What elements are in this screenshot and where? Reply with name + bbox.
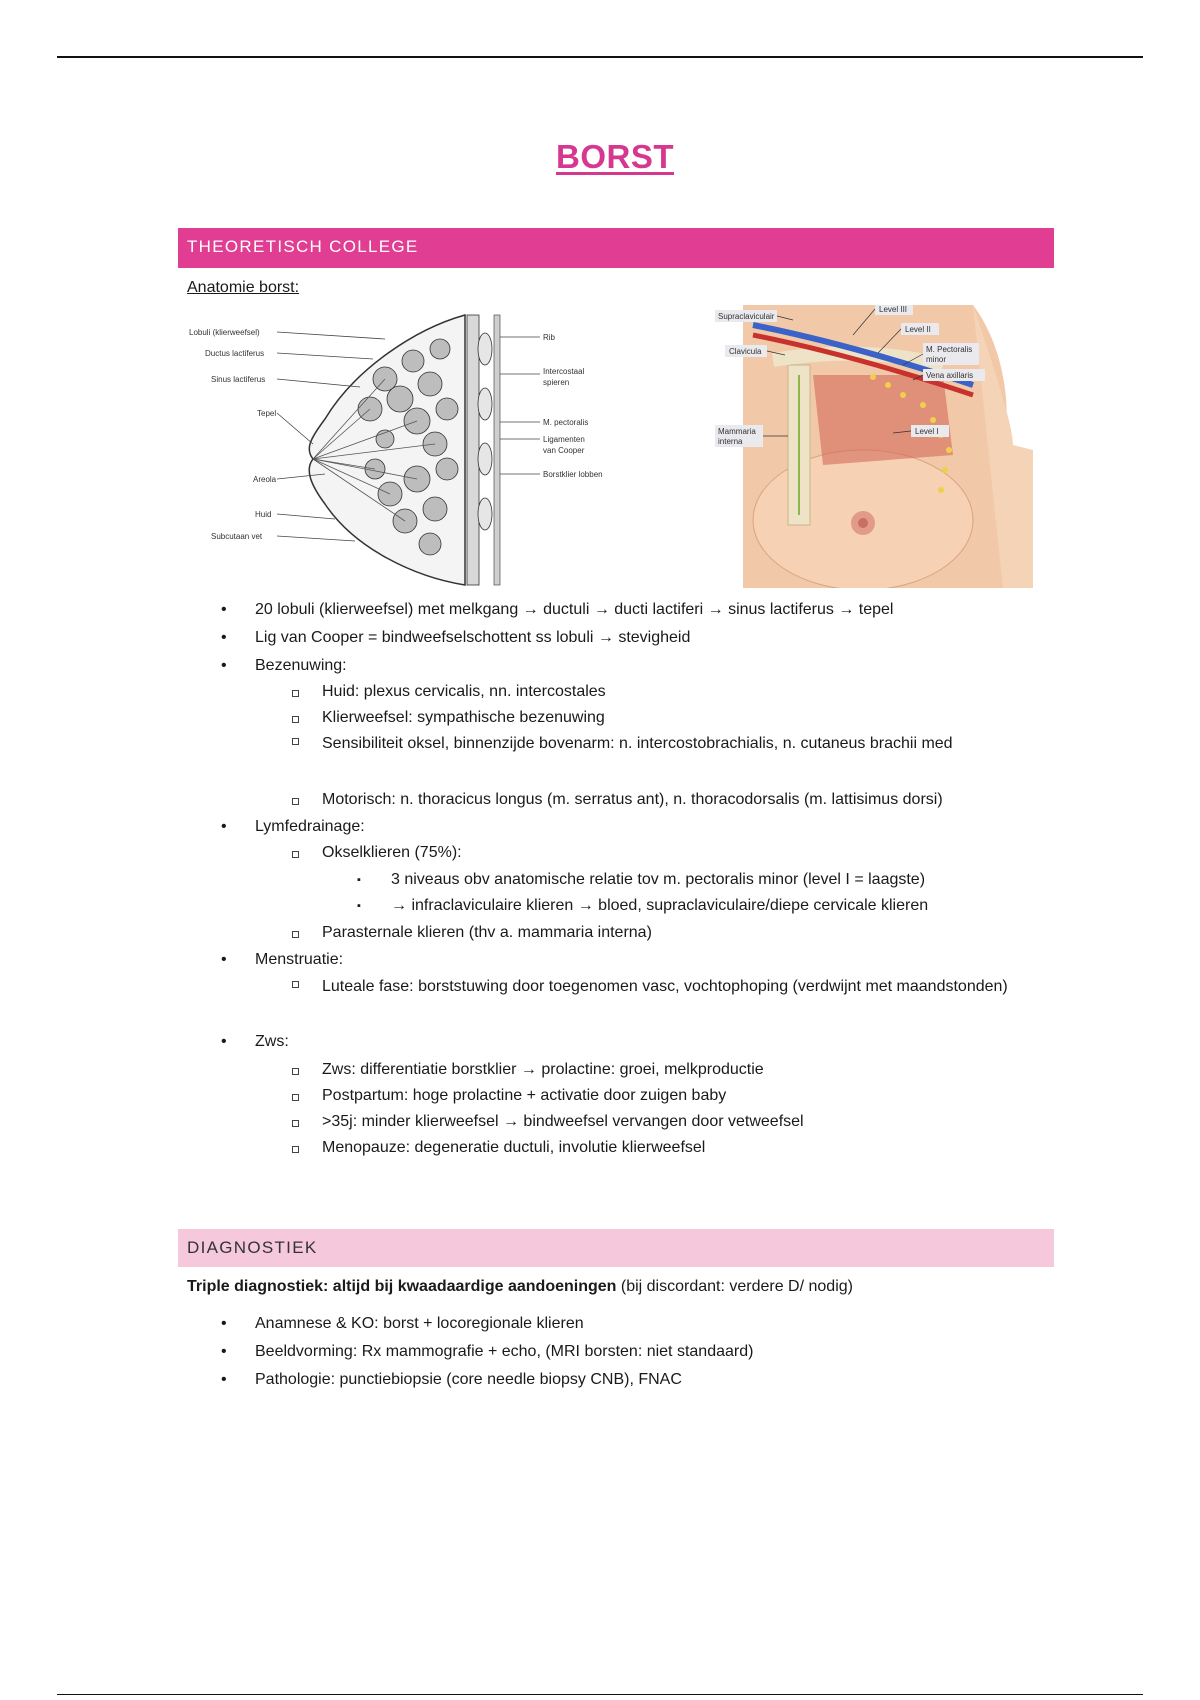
label-interna: interna (718, 437, 743, 446)
list-item: ▪ → infraclaviculaire klieren → bloed, supraclaviculaire/diepe cervicale klieren (391, 896, 928, 916)
list-item: • Menstruatie: (255, 950, 343, 970)
label-borstklier-lobben: Borstklier lobben (543, 470, 603, 479)
label-intercostaal: Intercostaal (543, 367, 585, 376)
label-supraclaviculair: Supraclaviculair (718, 312, 775, 321)
triple-bold-text: Triple diagnostiek: altijd bij kwaadaardige aandoeningen (187, 1278, 617, 1295)
list-item: • Anamnese & KO: borst + locoregionale klieren (255, 1314, 584, 1334)
list-item: • Zws: (255, 1032, 289, 1052)
label-van-cooper: van Cooper (543, 446, 585, 455)
list-item: Huid: plexus cervicalis, nn. intercostales (322, 683, 606, 700)
label-level-iii: Level III (879, 305, 908, 314)
label-ligamenten: Ligamenten (543, 435, 585, 444)
label-rib: Rib (543, 333, 556, 342)
page-title: BORST (556, 138, 674, 175)
triple-rest-text: (bij discordant: verdere D/ nodig) (616, 1278, 853, 1295)
list-item: • Pathologie: punctiebiopsie (core needle biopsy CNB), FNAC (255, 1370, 682, 1390)
label-huid: Huid (255, 510, 272, 519)
list-item: Parasternale klieren (thv a. mammaria interna) (322, 924, 652, 941)
list-item: Okselklieren (75%): (322, 844, 462, 861)
label-ductus-lactiferus: Ductus lactiferus (205, 349, 265, 358)
top-rule (57, 56, 1143, 58)
label-minor: minor (926, 355, 947, 364)
list-item: Menopauze: degeneratie ductuli, involutie klierweefsel (322, 1139, 706, 1156)
label-subcutaan-vet: Subcutaan vet (211, 532, 263, 541)
triple-diagnostics-line (187, 1278, 853, 1296)
list-item: Sensibiliteit oksel, binnenzijde bovenarm: n. intercostobrachialis, n. cutaneus brachii med (322, 730, 1042, 758)
section-header-theory: THEORETISCH COLLEGE (178, 228, 1054, 268)
list-item: Zws: differentiatie borstklier → prolactine: groei, melkproductie (322, 1061, 764, 1078)
list-item: Klierweefsel: sympathische bezenuwing (322, 709, 605, 726)
lymph-levels-illustration (713, 305, 1033, 588)
list-item: • Lymfedrainage: (255, 817, 365, 837)
label-clavicula: Clavicula (729, 347, 762, 356)
label-level-ii: Level II (905, 325, 931, 334)
list-item: • Beeldvorming: Rx mammografie + echo, (MRI borsten: niet standaard) (255, 1342, 753, 1362)
list-item: • Lig van Cooper = bindweefselschottent ss lobuli → stevigheid (255, 628, 690, 648)
label-vena-axillaris: Vena axillaris (926, 371, 974, 380)
list-item: >35j: minder klierweefsel → bindweefsel vervangen door vetweefsel (322, 1113, 804, 1130)
label-level-i: Level I (915, 427, 939, 436)
label-m-pectoralis: M. pectoralis (543, 418, 589, 427)
section-header-diagnostics: DIAGNOSTIEK (178, 1229, 1054, 1267)
list-item: ▪ 3 niveaus obv anatomische relatie tov m. pectoralis minor (level I = laagste) (391, 870, 925, 890)
label-spieren: spieren (543, 378, 570, 387)
label-mammaria: Mammaria (718, 427, 756, 436)
label-sinus-lactiferus: Sinus lactiferus (211, 375, 266, 384)
list-item: • 20 lobuli (klierweefsel) met melkgang → ductuli → ducti lactiferi → sinus lactiferus → tepel (255, 600, 893, 620)
breast-cross-section-illustration (185, 309, 625, 589)
label-lobuli: Lobuli (klierweefsel) (189, 328, 260, 337)
subheading-anatomy: Anatomie borst: (187, 279, 300, 296)
list-item: Motorisch: n. thoracicus longus (m. serratus ant), n. thoracodorsalis (m. lattisimus dorsi) (322, 791, 943, 808)
label-areola: Areola (253, 475, 277, 484)
bottom-rule (57, 1694, 1143, 1695)
list-item: Luteale fase: borststuwing door toegenomen vasc, vochtophoping (verdwijnt met maandstonden) (322, 973, 1042, 1001)
list-item: • Bezenuwing: (255, 656, 347, 676)
label-tepel: Tepel (257, 409, 277, 418)
list-item: Postpartum: hoge prolactine + activatie door zuigen baby (322, 1087, 727, 1104)
label-m-pectoralis: M. Pectoralis (926, 345, 973, 354)
